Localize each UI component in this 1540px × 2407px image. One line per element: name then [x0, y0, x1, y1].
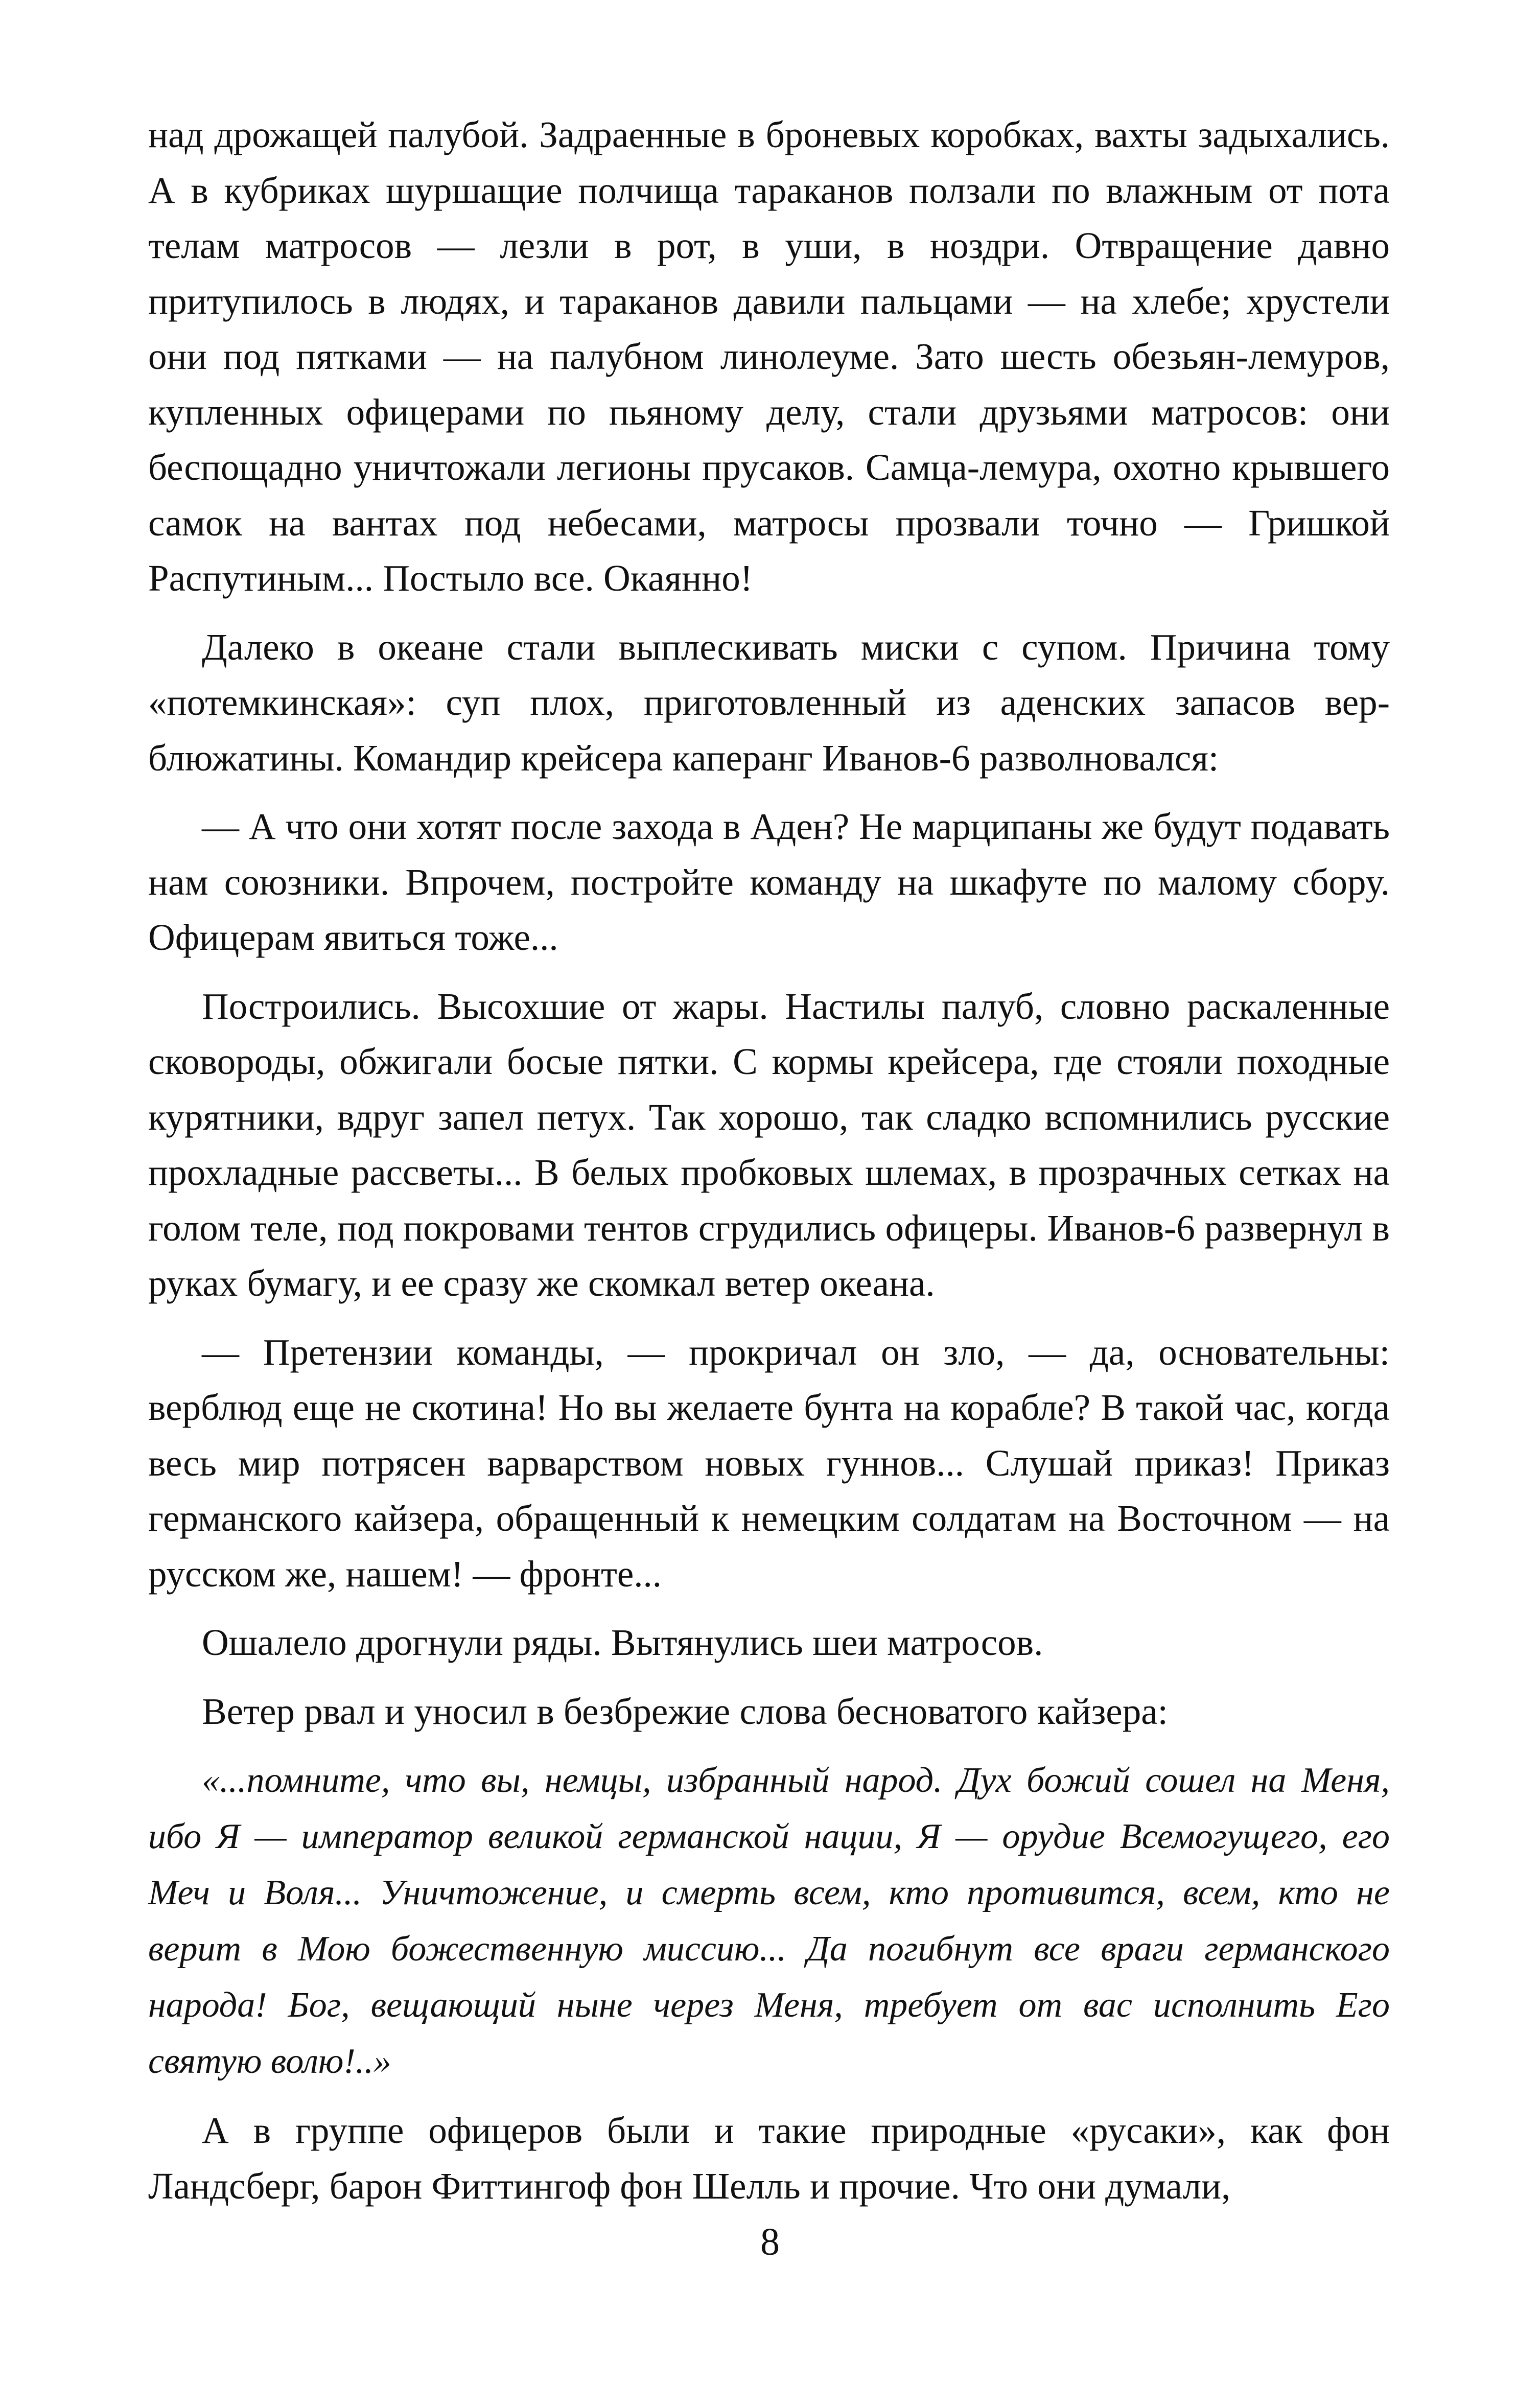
paragraph-commander-dialogue: — А что они хотят после захода в Аден? Не марципаны же будут подавать нам союзники. Впрочем, постройте команду на шкафуте по малому сбору. Офицерам явиться тоже...	[148, 806, 1390, 958]
paragraph-continuation: над дрожащей палубой. Задраенные в броневых коробках, вахты задыхались. А в кубриках шуршащие полчища тараканов ползали по влажным от пота телам матросов — лезли в рот, в уши, в ноздри. Отвращение давно притупилось в людях, и тараканов давили пальцами — на хлебе; хрустели они под пятками — на палубном линолеуме. Зато шесть обезьян-лемуров, купленных офицерами по пьяному делу, стали друзьями матросов: они беспощадно уничтожали легионы прусаков. Самца-лемура, охотно крывшего самок на вантах под небесами, матросы прозвали точно — Гришкой Распутиным... Постыло все. Окаянно!	[148, 114, 1390, 599]
paragraph-ranks: Ошалело дрогнули ряды. Вытянулись шеи матросов.	[202, 1622, 1043, 1663]
page-body-text	[148, 107, 1390, 2227]
paragraph-commander-speech: — Претензии команды, — прокричал он зло, — да, основательны: верблюд еще не скотина! Но вы желаете бунта на корабле? В такой час, когда весь мир потрясен варварством новых гуннов... Слушай приказ! Приказ германского кайзера, обращенный к немецким солдатам на Восточном — на русском же, нашем! — фронте...	[148, 1331, 1390, 1595]
kaiser-quote: «...помните, что вы, немцы, избранный народ. Дух божий сошел на Меня, ибо Я — император великой германской нации, Я — орудие Всемогущего, его Меч и Воля... Уничтожение, и смерть всем, кто противится, всем, кто не верит в Мою божественную миссию... Да погибнут все враги германского народа! Бог, вещающий ныне через Меня, требует от вас исполнить Его святую волю!..»	[148, 1761, 1390, 2081]
paragraph-wind: Ветер рвал и уносил в безбрежие слова бесноватого кайзера:	[202, 1690, 1168, 1732]
page-number: 8	[760, 2221, 780, 2263]
paragraph-officers: А в группе офицеров были и такие природные «русаки», как фон Ландсберг, барон Фиттингоф фон Шелль и прочие. Что они думали,	[148, 2110, 1390, 2207]
paragraph-soup-complaint: Далеко в океане стали выплескивать миски с супом. Причина тому «потемкинская»: суп плох, приготовленный из аденских запасов верблюжатины. Командир крейсера каперанг Иванов-6 разволновался:	[148, 626, 1390, 779]
paragraph-formation: Построились. Высохшие от жары. Настилы палуб, словно раскаленные сковороды, обжигали босые пятки. С кормы крейсера, где стояли походные курятники, вдруг запел петух. Так хорошо, так сладко вспомнились русские прохладные рассветы... В белых пробковых шлемах, в прозрачных сетках на голом теле, под покровами тентов сгрудились офицеры. Иванов-6 развернул в руках бумагу, и ее сразу же скомкал ветер океана.	[148, 985, 1390, 1304]
